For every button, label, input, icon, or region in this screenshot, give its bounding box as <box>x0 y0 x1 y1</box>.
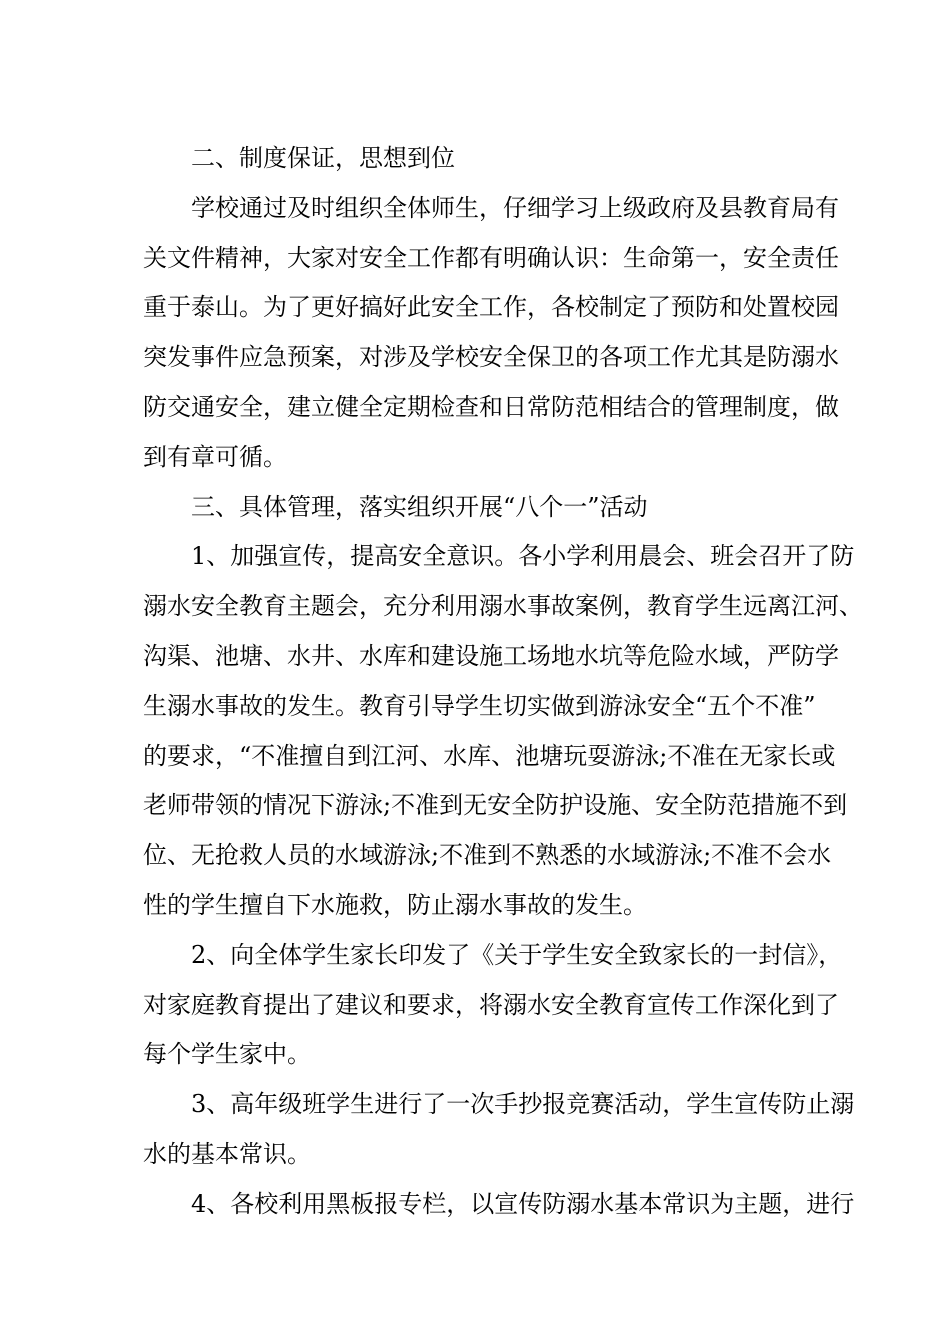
text-line: 性的学生擅自下水施救，防止溺水事故的发生。 <box>143 890 647 919</box>
text-line: 学校通过及时组织全体师生，仔细学习上级政府及县教育局有 <box>191 193 839 222</box>
text-line: 三、具体管理，落实组织开展“八个一”活动 <box>191 492 648 521</box>
text-line: 每个学生家中。 <box>143 1040 311 1069</box>
text-line: 1、加强宣传，提高安全意识。各小学利用晨会、班会召开了防 <box>191 542 855 571</box>
text-line: 2、向全体学生家长印发了《关于学生安全致家长的一封信》， <box>191 940 843 969</box>
text-line: 的要求，“不准擅自到江河、水库、池塘玩耍游泳;不准在无家长或 <box>143 741 836 770</box>
text-line: 水的基本常识。 <box>143 1139 311 1168</box>
text-line: 沟渠、池塘、水井、水库和建设施工场地水坑等危险水域，严防学 <box>143 641 839 670</box>
text-line: 重于泰山。为了更好搞好此安全工作，各校制定了预防和处置校园 <box>143 293 839 322</box>
text-line: 二、制度保证，思想到位 <box>191 144 455 172</box>
text-line: 老师带领的情况下游泳;不准到无安全防护设施、安全防范措施不到 <box>143 791 848 820</box>
text-line: 到有章可循。 <box>143 442 287 471</box>
text-line: 生溺水事故的发生。教育引导学生切实做到游泳安全“五个不准” <box>143 691 816 720</box>
text-line: 位、无抢救人员的水域游泳;不准到不熟悉的水域游泳;不准不会水 <box>143 841 832 870</box>
text-line: 3、高年级班学生进行了一次手抄报竞赛活动，学生宣传防止溺 <box>191 1090 855 1119</box>
text-line: 防交通安全，建立健全定期检查和日常防范相结合的管理制度，做 <box>143 392 839 421</box>
text-line: 对家庭教育提出了建议和要求，将溺水安全教育宣传工作深化到了 <box>143 990 839 1019</box>
text-line: 关文件精神，大家对安全工作都有明确认识：生命第一，安全责任 <box>143 243 839 272</box>
text-line: 溺水安全教育主题会，充分利用溺水事故案例，教育学生远离江河、 <box>143 592 863 621</box>
document-body <box>143 134 863 1230</box>
text-line: 4、各校利用黑板报专栏，以宣传防溺水基本常识为主题，进行 <box>191 1189 855 1218</box>
text-line: 突发事件应急预案，对涉及学校安全保卫的各项工作尤其是防溺水 <box>143 343 839 372</box>
